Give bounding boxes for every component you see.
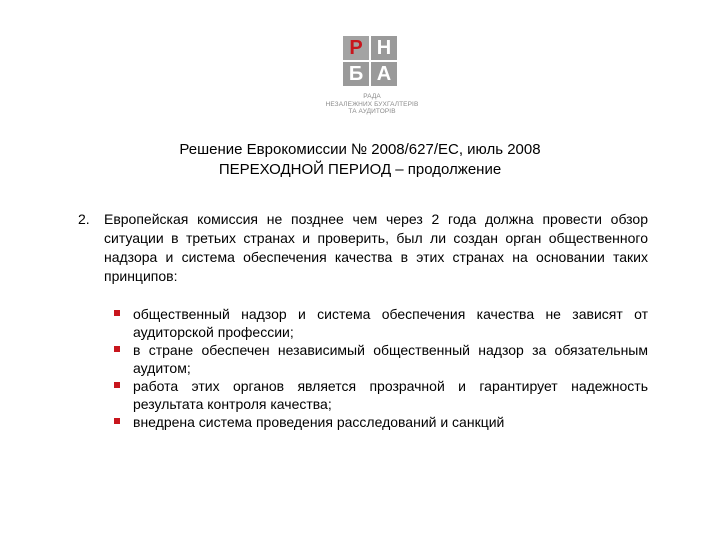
logo-letter: Р xyxy=(343,36,369,60)
logo-caption xyxy=(312,93,432,116)
logo-letter: А xyxy=(371,62,397,86)
bullet-icon xyxy=(114,346,120,352)
list-item-text: в стране обеспечен независимый общественный надзор за обязательным аудитом; xyxy=(133,342,648,376)
paragraph-text: Европейская комиссия не позднее чем через 2 года должна провести обзор ситуации в третьих странах и проверить, был ли создан орган общественного надзора и система обеспечения качества в этих странах на основании таких принципов: xyxy=(104,211,648,284)
list-item xyxy=(112,377,648,413)
list-item-text: общественный надзор и система обеспечения качества не зависят от аудиторской профессии; xyxy=(133,306,648,340)
bullet-icon xyxy=(114,382,120,388)
list-item xyxy=(112,305,648,341)
list-item-text: работа этих органов является прозрачной и гарантирует надежность результата контроля качества; xyxy=(133,378,648,412)
bullet-icon xyxy=(114,310,120,316)
title-line-1: Решение Еврокомиссии № 2008/627/ЕС, июль 2008 xyxy=(179,141,541,158)
logo-letter: Б xyxy=(343,62,369,86)
logo-caption-line: РАДА xyxy=(363,93,381,100)
title-line-2: ПЕРЕХОДНОЙ ПЕРИОД – продолжение xyxy=(218,161,502,178)
numbered-paragraph xyxy=(78,210,648,286)
bullet-icon xyxy=(114,418,120,424)
logo-mark xyxy=(343,36,403,90)
logo-caption-line: ТА АУДИТОРІВ xyxy=(348,108,396,115)
list-item xyxy=(112,341,648,377)
principles-list xyxy=(112,305,648,431)
logo xyxy=(312,36,432,120)
list-item-text: внедрена система проведения расследований и санкций xyxy=(133,414,505,430)
logo-caption-line: НЕЗАЛЕЖНИХ БУХГАЛТЕРІВ xyxy=(325,100,419,108)
paragraph-number: 2. xyxy=(78,211,90,227)
logo-letter: Н xyxy=(371,36,397,60)
slide-title xyxy=(0,140,720,180)
list-item xyxy=(112,413,648,431)
